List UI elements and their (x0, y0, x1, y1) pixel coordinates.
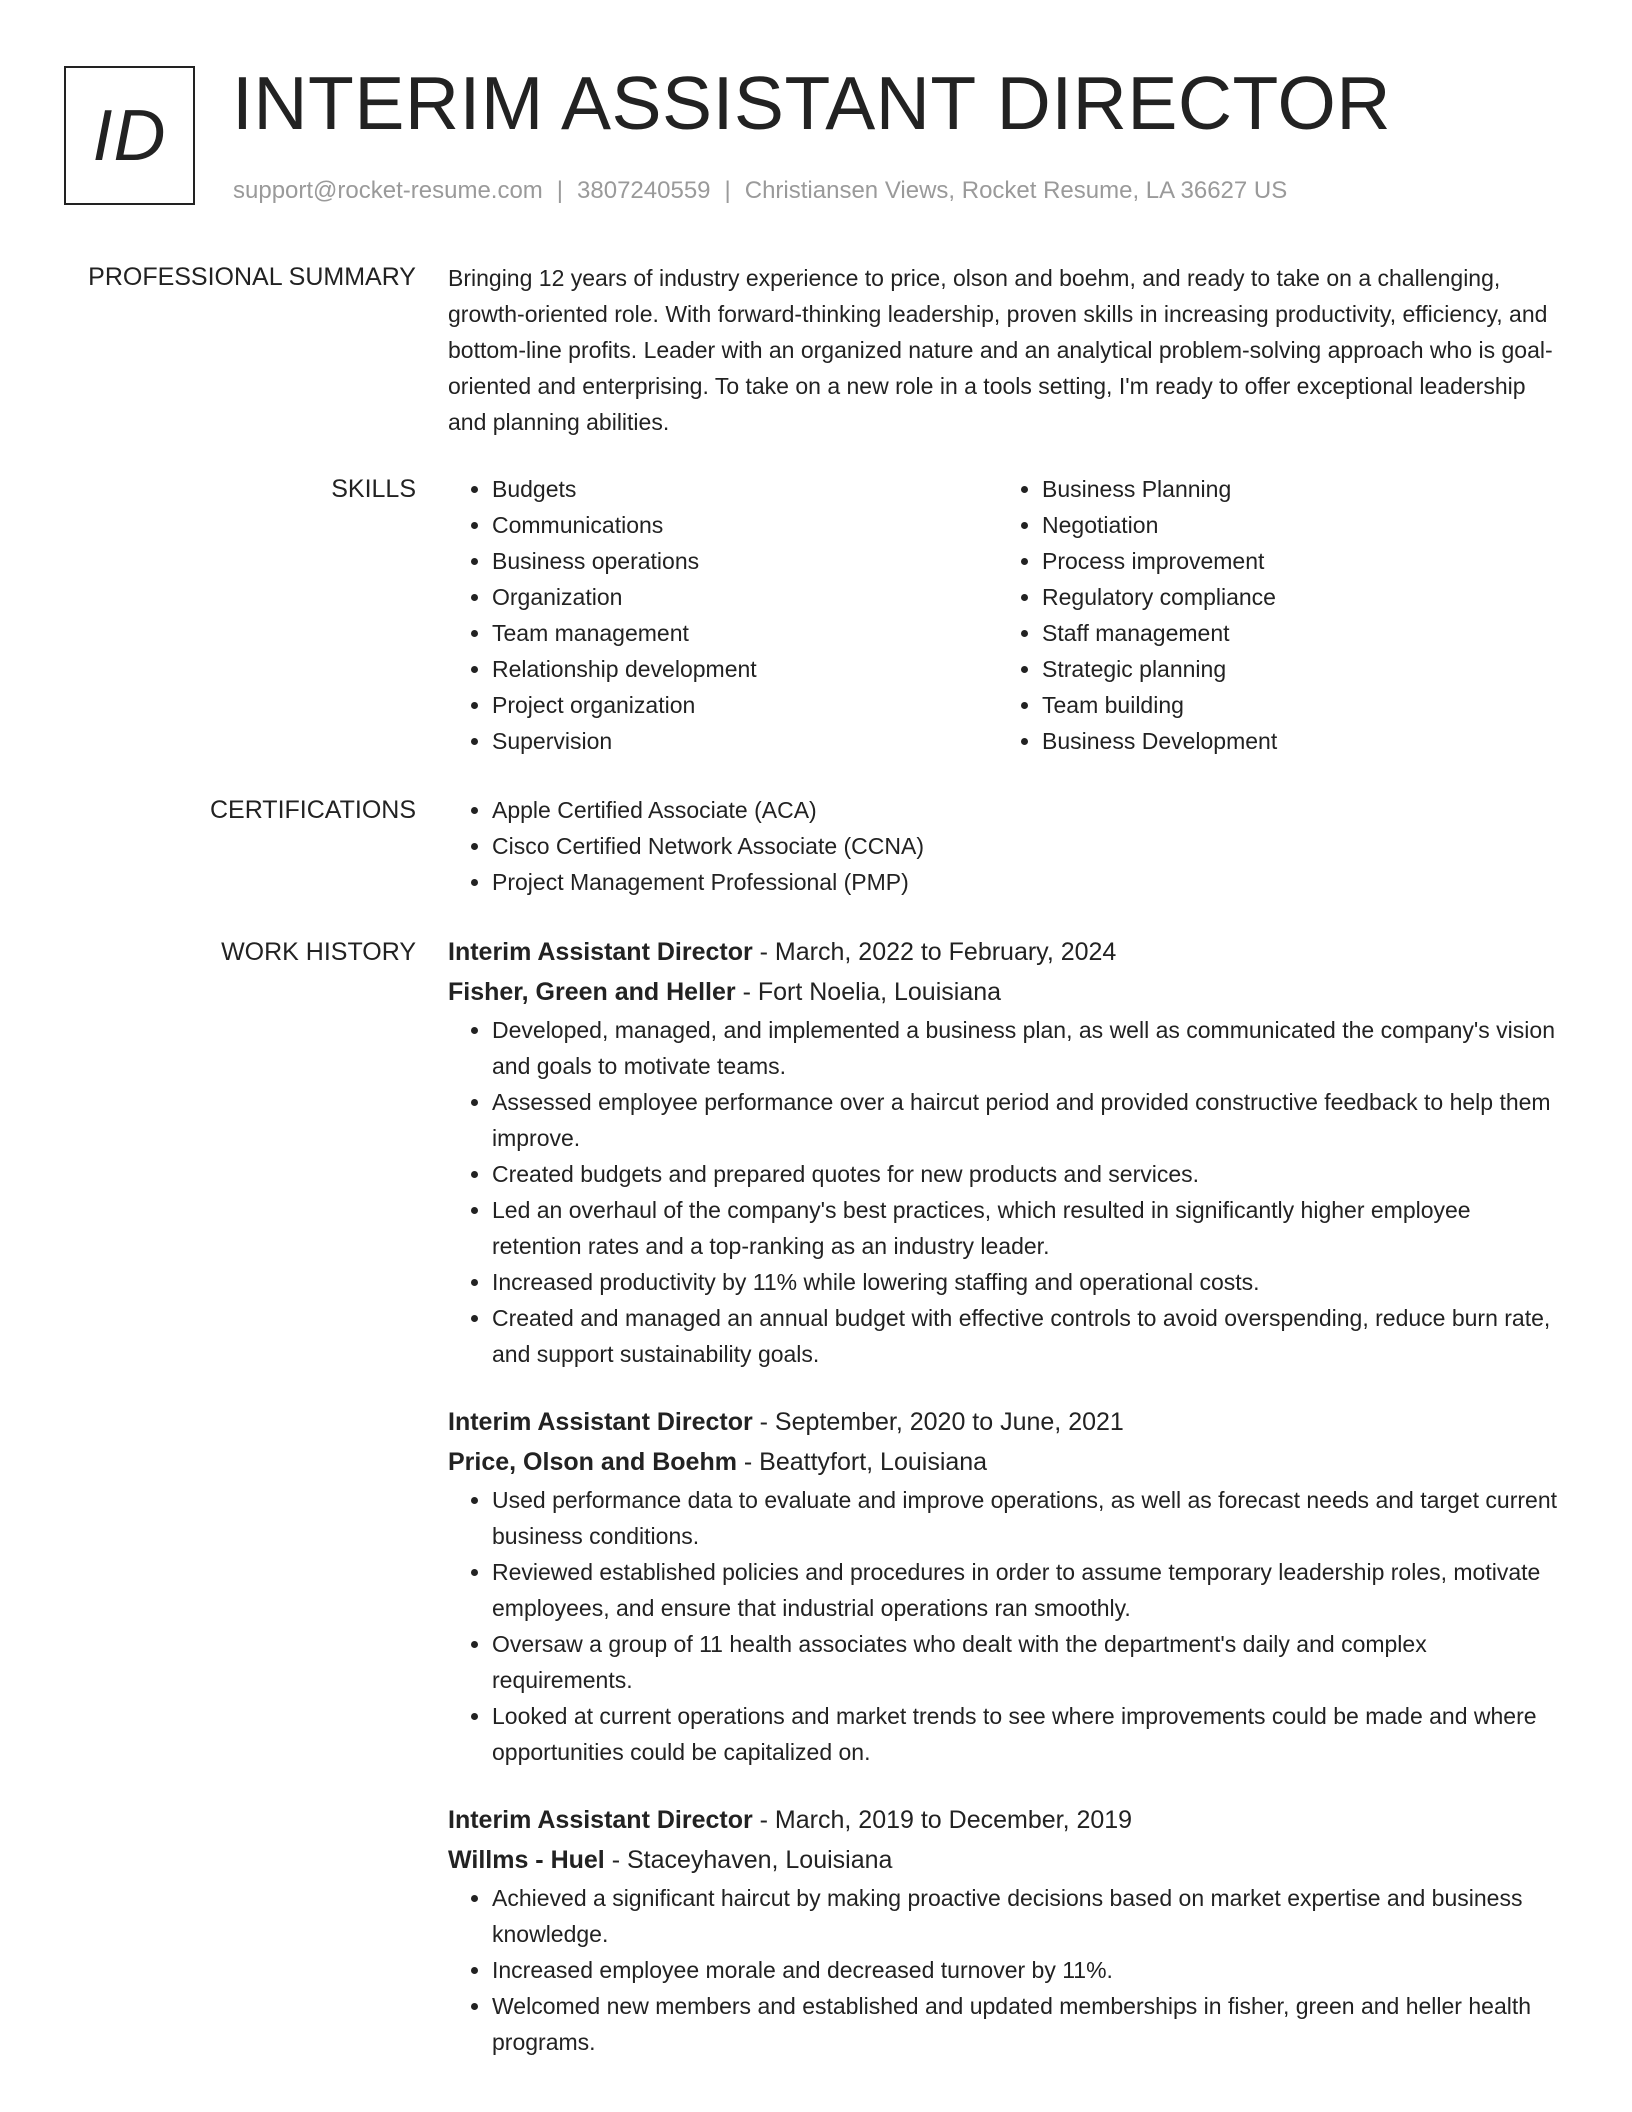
skill-item: • Staff management (1042, 615, 1548, 651)
job-location: - Staceyhaven, Louisiana (604, 1846, 893, 1874)
skill-item: • Project organization (492, 687, 998, 723)
job-role: Interim Assistant Director (448, 938, 753, 966)
job-title-line (448, 1800, 1563, 1840)
skills-column-left (448, 471, 998, 759)
job-location: - Beattyfort, Louisiana (736, 1448, 988, 1476)
job-entry (448, 1800, 1563, 2060)
contact-separator: | (556, 177, 564, 204)
skills-list-right (998, 471, 1548, 759)
skill-item: • Negotiation (1042, 507, 1548, 543)
job-bullet: • Increased productivity by 11% while lowering staffing and operational costs. (492, 1264, 1563, 1300)
job-bullet-list (448, 1880, 1563, 2060)
skill-item: • Team management (492, 615, 998, 651)
certification-item: • Apple Certified Associate (ACA) (492, 792, 1563, 828)
job-dates: - March, 2022 to February, 2024 (752, 938, 1117, 966)
job-bullet: • Welcomed new members and established and updated memberships in fisher, green and heller health programs. (492, 1988, 1563, 2060)
skill-item: • Supervision (492, 723, 998, 759)
job-bullet-list (448, 1482, 1563, 1770)
job-bullet: • Used performance data to evaluate and improve operations, as well as forecast needs and target current business conditions. (492, 1482, 1563, 1554)
job-title-line (448, 1402, 1563, 1442)
skill-item: • Strategic planning (1042, 651, 1548, 687)
monogram-logo: ID (64, 66, 195, 205)
skill-item: • Team building (1042, 687, 1548, 723)
work-history-section (448, 932, 1563, 2090)
job-dates: - March, 2019 to December, 2019 (752, 1806, 1133, 1834)
job-title-line (448, 932, 1563, 972)
contact-address: Christiansen Views, Rocket Resume, LA 36627 US (744, 177, 1288, 204)
job-entry (448, 1402, 1563, 1770)
skills-section (448, 471, 1563, 759)
job-bullet: • Increased employee morale and decreased turnover by 11%. (492, 1952, 1563, 1988)
skills-list-left (448, 471, 998, 759)
job-bullet: • Created budgets and prepared quotes for new products and services. (492, 1156, 1563, 1192)
skill-item: • Business Development (1042, 723, 1548, 759)
job-bullet: • Led an overhaul of the company's best practices, which resulted in significantly higher employee retention rates and a top-ranking as an industry leader. (492, 1192, 1563, 1264)
job-entry (448, 932, 1563, 1372)
job-company: Fisher, Green and Heller (448, 978, 736, 1006)
contact-phone: 3807240559 (577, 177, 711, 204)
summary-heading: PROFESSIONAL SUMMARY (88, 263, 416, 291)
summary-text: Bringing 12 years of industry experience to price, olson and boehm, and ready to take on a challenging, growth-oriented role. With forward-thinking leadership, proven skills in increasing productivity, efficiency, and bottom-line profits. Leader with an organized nature and an analytical problem-solving approach who is goal-oriented and enterprising. To take on a new role in a tools setting, I'm ready to offer exceptional leadership and planning abilities. (448, 265, 1553, 435)
page-title: INTERIM ASSISTANT DIRECTOR (232, 61, 1391, 145)
skill-item: • Regulatory compliance (1042, 579, 1548, 615)
job-bullet: • Achieved a significant haircut by making proactive decisions based on market expertise and business knowledge. (492, 1880, 1563, 1952)
job-company-line (448, 1442, 1563, 1482)
job-bullet: • Looked at current operations and market trends to see where improvements could be made and where opportunities could be capitalized on. (492, 1698, 1563, 1770)
certification-item: • Project Management Professional (PMP) (492, 864, 1563, 900)
job-bullet: • Assessed employee performance over a haircut period and provided constructive feedback to help them improve. (492, 1084, 1563, 1156)
job-role: Interim Assistant Director (448, 1806, 753, 1834)
skills-heading: SKILLS (331, 475, 416, 503)
job-bullet-list (448, 1012, 1563, 1372)
job-bullet: • Oversaw a group of 11 health associates who dealt with the department's daily and complex requirements. (492, 1626, 1563, 1698)
job-bullet: • Reviewed established policies and procedures in order to assume temporary leadership roles, motivate employees, and ensure that industrial operations ran smoothly. (492, 1554, 1563, 1626)
contact-separator: | (724, 177, 731, 204)
skill-item: • Budgets (492, 471, 998, 507)
work-history-heading: WORK HISTORY (221, 938, 416, 966)
job-company: Price, Olson and Boehm (448, 1448, 737, 1476)
job-bullet: • Created and managed an annual budget with effective controls to avoid overspending, reduce burn rate, and support sustainability goals. (492, 1300, 1563, 1372)
skill-item: • Business Planning (1042, 471, 1548, 507)
skill-item: • Process improvement (1042, 543, 1548, 579)
job-company-line (448, 1840, 1563, 1880)
job-role: Interim Assistant Director (448, 1408, 753, 1436)
skill-item: • Communications (492, 507, 998, 543)
skill-item: • Relationship development (492, 651, 998, 687)
skill-item: • Business operations (492, 543, 998, 579)
skill-item: • Organization (492, 579, 998, 615)
job-company: Willms - Huel (448, 1846, 605, 1874)
certifications-heading: CERTIFICATIONS (209, 796, 416, 824)
contact-email: support@rocket-resume.com (233, 177, 543, 204)
skills-column-right (998, 471, 1548, 759)
job-location: - Fort Noelia, Louisiana (735, 978, 1002, 1006)
job-bullet: • Developed, managed, and implemented a business plan, as well as communicated the company's vision and goals to motivate teams. (492, 1012, 1563, 1084)
job-dates: - September, 2020 to June, 2021 (752, 1408, 1124, 1436)
certifications-list (448, 792, 1563, 900)
certifications-section (448, 792, 1563, 900)
certification-item: • Cisco Certified Network Associate (CCNA) (492, 828, 1563, 864)
job-company-line (448, 972, 1563, 1012)
contact-line (233, 176, 1287, 206)
